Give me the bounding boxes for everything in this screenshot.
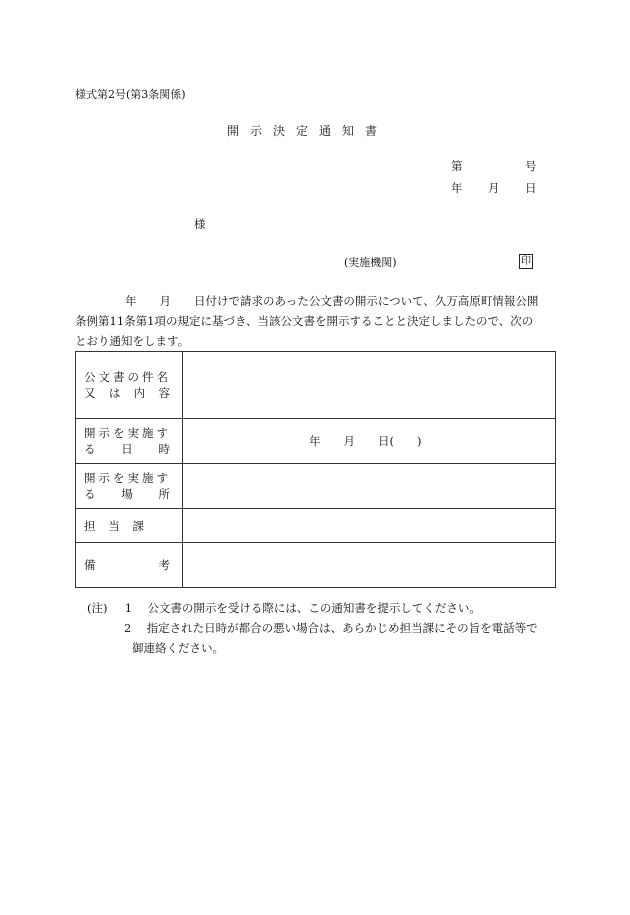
label-char: 又 [84,386,96,400]
label-datetime [76,419,183,464]
notes-prefix: (注) [87,601,108,615]
value-place [183,464,556,509]
label-place-line1: 開示を実施す [84,471,171,485]
table-row-department [76,509,556,543]
label-place [76,464,183,509]
body-paragraph [75,291,557,351]
label-datetime-line1: 開示を実施す [84,426,171,440]
body-line-1: 年 月 日付けで請求のあった公文書の開示について、久万高原町情報公開 [125,294,539,308]
table-row-subject [76,352,556,419]
label-char: 時 [158,442,170,456]
label-department [76,509,183,543]
body-line-3: とおり通知をします。 [75,334,190,348]
note-2-text-a: 指定された日時が都合の悪い場合は、あらかじめ担当課にその旨を電話等で [146,621,538,635]
issue-day: 日 [525,181,537,195]
agency-label: (実施機関) [344,256,397,269]
label-char: は [108,386,121,400]
label-char: 日 [121,442,133,456]
table-row-place [76,464,556,509]
note-1-number: 1 [124,601,133,615]
form-number: 様式第2号(第3条関係) [75,88,186,101]
value-datetime: 年 月 日( ) [183,419,556,464]
label-char: 課 [132,518,144,533]
issue-year: 年 [451,181,463,195]
label-char: 当 [108,518,120,533]
label-remarks [76,543,183,588]
label-subject-line1: 公文書の件名 [84,370,171,384]
note-item-2 [87,618,538,638]
label-char: る [84,487,96,501]
addressee-suffix: 様 [194,217,206,231]
label-char: 考 [158,558,170,572]
value-remarks [183,543,556,588]
issue-number-suffix: 号 [525,159,537,173]
label-char: 場 [121,487,133,501]
issue-number-prefix: 第 [451,159,463,173]
label-char: 容 [158,386,170,400]
label-char: る [84,442,96,456]
note-item-1 [87,598,538,618]
label-char: 備 [84,558,96,572]
body-line-2: 条例第11条第1項の規定に基づき、当該公文書を開示することと決定しましたので、次の [75,314,534,328]
notice-table [75,351,556,588]
note-1-text: 公文書の開示を受ける際には、この通知書を提示してください。 [147,601,481,615]
label-subject [76,352,183,419]
table-row-datetime [76,419,556,464]
label-char: 担 [84,518,96,533]
label-char: 内 [133,386,146,400]
value-subject [183,352,556,419]
value-department [183,509,556,543]
note-2-text-b: 御連絡ください。 [132,641,224,655]
notes-section [87,598,538,658]
seal-mark: 印 [521,256,531,267]
document-title: 開示決定通知書 [227,124,389,138]
label-char: 所 [158,487,170,501]
note-item-2-cont [87,638,538,658]
note-2-number: 2 [124,621,132,635]
table-row-remarks [76,543,556,588]
issue-month: 月 [488,181,500,195]
